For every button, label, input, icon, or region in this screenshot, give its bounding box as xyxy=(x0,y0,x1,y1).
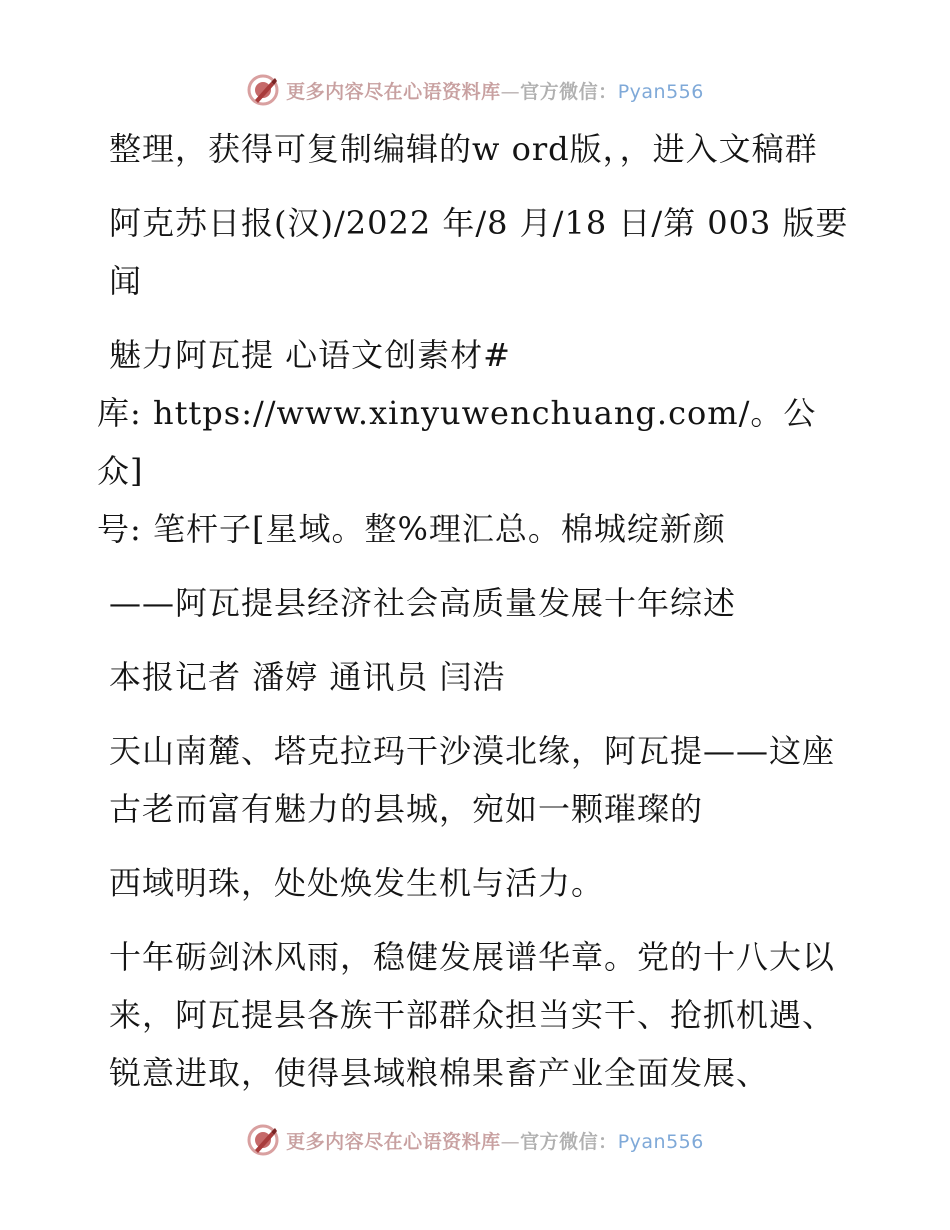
paragraph-10: 十年砺剑沐风雨，稳健发展谱华章。党的十八大以来，阿瓦提县各族干部群众担当实干、抢抓机遇、锐意进取，使得县域粮棉果畜产业全面发展、 xyxy=(109,938,836,1092)
paragraph-9: 西域明珠，处处焕发生机与活力。 xyxy=(109,864,605,902)
paragraph-4: 库: https://www.xinyuwenchuang.com/。公众] xyxy=(97,394,817,490)
watermark-wechat-label: 官方微信： xyxy=(520,80,618,103)
paragraph-8: 天山南麓、塔克拉玛干沙漠北缘，阿瓦提——这座古老而富有魅力的县城，宛如一颗璀璨的 xyxy=(109,732,836,828)
watermark-footer xyxy=(0,1120,950,1160)
document-body xyxy=(97,120,857,1102)
pen-logo-icon xyxy=(246,73,280,107)
watermark-wechat-id: Pyan556 xyxy=(617,80,704,103)
watermark-dash: — xyxy=(500,80,521,103)
watermark-brand: 更多内容尽在心语资料库 xyxy=(286,80,501,103)
watermark-brand: 更多内容尽在心语资料库 xyxy=(286,1130,501,1153)
pen-logo-icon xyxy=(246,1123,280,1157)
paragraph-6: ——阿瓦提县经济社会高质量发展十年综述 xyxy=(109,584,737,622)
paragraph-1: 整理，获得可复制编辑的w ord版，，进入文稿群 xyxy=(109,130,818,168)
paragraph-3: 魅力阿瓦提 心语文创素材# xyxy=(109,336,511,374)
watermark-header xyxy=(0,70,950,110)
paragraph-2: 阿克苏日报(汉)/2022 年/8 月/18 日/第 003 版要闻 xyxy=(109,204,849,300)
watermark-wechat-label: 官方微信： xyxy=(520,1130,618,1153)
paragraph-5: 号: 笔杆子[星域。整%理汇总。棉城绽新颜 xyxy=(97,510,726,548)
paragraph-7: 本报记者 潘婷 通讯员 闫浩 xyxy=(109,658,506,696)
watermark-text xyxy=(286,77,704,104)
watermark-dash: — xyxy=(500,1130,521,1153)
watermark-text xyxy=(286,1127,704,1154)
watermark-wechat-id: Pyan556 xyxy=(617,1130,704,1153)
